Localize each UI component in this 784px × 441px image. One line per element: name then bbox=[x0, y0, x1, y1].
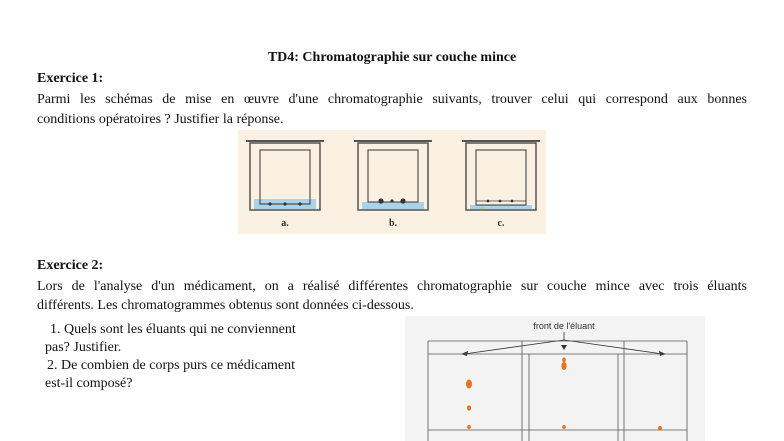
page-title: TD4: Chromatographie sur couche mince bbox=[267, 50, 517, 65]
chromatograms-diagram bbox=[405, 316, 705, 441]
question-2-line-2: est-il composé? bbox=[45, 376, 133, 391]
exercise-2-figure bbox=[405, 316, 705, 441]
beaker-b bbox=[354, 141, 432, 210]
exercise-1-line-1: Parmi les schémas de mise en œuvre d'une chromatographie suivants, trouver celui qui correspond aux bonnes bbox=[37, 92, 747, 107]
exercise-1-figure bbox=[238, 130, 546, 234]
exercise-1-heading: Exercice 1: bbox=[37, 71, 104, 86]
label-a: a. bbox=[281, 218, 289, 229]
question-2-line-1: 2. De combien de corps purs ce médicament bbox=[47, 358, 296, 373]
label-c: c. bbox=[497, 218, 505, 229]
question-1-line-2: pas? Justifier. bbox=[45, 340, 122, 355]
exercise-2-line-2: différents. Les chromatogrammes obtenus sont données ci-dessous. bbox=[37, 298, 414, 313]
beaker-c bbox=[462, 141, 540, 210]
tlc-setups-diagram bbox=[238, 130, 546, 234]
exercise-2-line-1: Lors de l'analyse d'un médicament, on a réalisé différentes chromatographie sur couche mince avec trois éluants bbox=[37, 279, 747, 294]
question-1-line-1: 1. Quels sont les éluants qui ne conviennent bbox=[50, 322, 296, 337]
beaker-a bbox=[246, 141, 324, 210]
exercise-2-heading: Exercice 2: bbox=[37, 258, 104, 273]
front-label: front de l'éluant bbox=[533, 321, 595, 331]
exercise-1-line-2: conditions opératoires ? Justifier la réponse. bbox=[37, 112, 284, 127]
label-b: b. bbox=[388, 218, 398, 229]
